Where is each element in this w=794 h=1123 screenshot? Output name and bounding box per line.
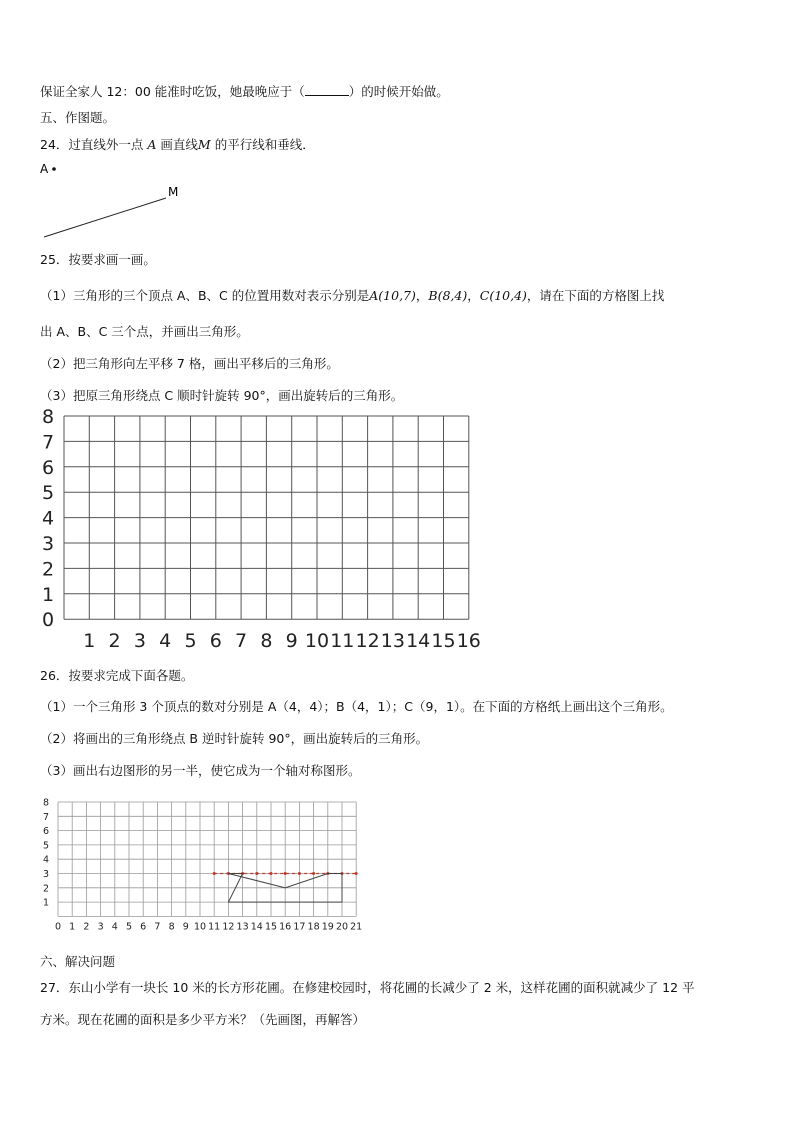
x-tick-label: 19 — [321, 921, 334, 933]
x-tick-label: 15 — [264, 921, 278, 933]
point-a-label: A — [40, 162, 49, 176]
x-tick-label: 8 — [260, 630, 273, 652]
x-tick-label: 13 — [236, 921, 249, 933]
axis-dot — [298, 872, 301, 875]
x-tick-label: 17 — [293, 921, 306, 933]
q24-mid: 画直线 — [156, 137, 198, 152]
q27-line1: 27．东山小学有一块长 10 米的长方形花圃。在修建校园时，将花圃的长减少了 2 米，这样花圃的面积就减少了 12 平 — [40, 980, 695, 995]
x-tick-label: 12 — [355, 630, 380, 652]
y-tick-label: 8 — [42, 406, 55, 428]
x-tick-label: 4 — [111, 921, 118, 933]
x-tick-label: 10 — [193, 921, 207, 933]
axis-dot — [213, 872, 216, 875]
x-tick-label: 11 — [330, 630, 355, 652]
q26-part2: （2）将画出的三角形绕点 B 逆时针旋转 90°，画出旋转后的三角形。 — [40, 731, 429, 746]
y-tick-label: 3 — [42, 869, 50, 880]
q25-coord-b: B(8,4) — [428, 288, 468, 303]
x-tick-label: 14 — [250, 921, 263, 933]
q25-title: 25．按要求画一画。 — [40, 252, 156, 267]
x-tick-label: 7 — [154, 921, 161, 933]
x-tick-label: 1 — [83, 630, 96, 652]
q25-part1-line2: 出 A、B、C 三个点，并画出三角形。 — [40, 324, 249, 339]
x-tick-label: 9 — [182, 921, 189, 933]
y-tick-label: 1 — [42, 583, 55, 606]
y-tick-label: 2 — [42, 883, 50, 895]
q25-coord-c: C(10,4) — [479, 288, 527, 303]
x-tick-label: 4 — [159, 630, 172, 652]
y-tick-label: 4 — [42, 854, 50, 866]
q25-p1-post: ，请在下面的方格图上找 — [526, 288, 665, 303]
x-tick-label: 3 — [133, 630, 146, 652]
q24-figure — [36, 158, 196, 242]
y-tick-label: 0 — [42, 609, 55, 632]
x-tick-label: 6 — [140, 921, 147, 933]
answer-blank[interactable] — [305, 85, 349, 96]
q27-line2: 方米。现在花圃的面积是多少平方米？（先画图，再解答） — [40, 1012, 366, 1027]
x-tick-label: 14 — [406, 630, 431, 652]
point-a-dot — [52, 167, 56, 171]
y-tick-label: 8 — [42, 797, 50, 809]
x-tick-label: 6 — [209, 630, 222, 652]
section-5-heading: 五、作图题。 — [40, 110, 116, 125]
y-tick-label: 2 — [42, 558, 55, 581]
x-tick-label: 1 — [69, 921, 76, 933]
y-tick-label: 6 — [42, 456, 55, 479]
x-tick-label: 18 — [307, 921, 320, 933]
x-tick-label: 0 — [54, 921, 62, 933]
q25-part1: （1）三角形的三个顶点 A、B、C 的位置用数对表示分别是A(10,7)，B(8,4)，C(10,4)，请在下面的方格图上找 — [40, 288, 665, 303]
q25-coord-a: A(10,7) — [369, 288, 416, 303]
q26-part1: （1）一个三角形 3 个顶点的数对分别是 A（4，4）；B（4，1）；C（9，1）。在下面的方格纸上画出这个三角形。 — [40, 699, 673, 714]
y-tick-label: 5 — [42, 482, 55, 505]
q25-p1-pre: （1）三角形的三个顶点 A、B、C 的位置用数对表示分别是 — [40, 288, 370, 303]
y-tick-label: 5 — [42, 840, 50, 852]
x-tick-label: 15 — [431, 630, 456, 652]
q26-title: 26．按要求完成下面各题。 — [40, 668, 194, 683]
axis-dot — [284, 872, 287, 875]
y-tick-label: 3 — [42, 533, 55, 555]
q24-pre: 24．过直线外一点 — [40, 137, 148, 152]
q23-tail-pre: 保证全家人 12：00 能准时吃饭，她最晚应于（ — [40, 84, 305, 99]
x-tick-label: 2 — [108, 630, 121, 652]
section-6-heading: 六、解决问题 — [40, 954, 116, 969]
x-tick-label: 9 — [285, 630, 298, 652]
q23-tail-post: ）的时候开始做。 — [348, 84, 449, 99]
q24-line-m: M — [197, 137, 211, 152]
line-m-label: M — [168, 185, 179, 199]
q24-text — [40, 135, 315, 153]
q23-tail — [40, 82, 449, 100]
q24-post: 的平行线和垂线． — [210, 137, 315, 152]
y-tick-label: 7 — [42, 431, 55, 454]
x-tick-label: 5 — [125, 921, 133, 933]
x-tick-label: 3 — [97, 921, 104, 933]
x-tick-label: 7 — [235, 630, 248, 652]
x-tick-label: 16 — [279, 921, 292, 933]
q26-coordinate-grid — [36, 796, 376, 936]
x-tick-label: 11 — [208, 921, 221, 933]
x-tick-label: 8 — [168, 921, 175, 933]
axis-dot — [255, 872, 258, 875]
q25-part2: （2）把三角形向左平移 7 格，画出平移后的三角形。 — [40, 356, 339, 371]
x-tick-label: 21 — [350, 921, 363, 933]
line-m — [44, 198, 166, 237]
q26-part3: （3）画出右边图形的另一半，使它成为一个轴对称图形。 — [40, 763, 361, 778]
y-tick-label: 1 — [42, 897, 50, 909]
axis-dot — [355, 872, 358, 875]
y-tick-label: 7 — [42, 811, 50, 823]
axis-dot — [312, 872, 315, 875]
axis-dot — [270, 872, 273, 875]
y-tick-label: 6 — [42, 826, 50, 838]
q24-point-a: A — [147, 137, 157, 152]
q25-coordinate-grid — [40, 406, 490, 652]
x-tick-label: 5 — [184, 630, 197, 652]
q25-part3: （3）把原三角形绕点 C 顺时针旋转 90°，画出旋转后的三角形。 — [40, 388, 404, 403]
y-tick-label: 4 — [42, 507, 55, 530]
x-tick-label: 12 — [222, 921, 235, 933]
x-tick-label: 13 — [380, 630, 405, 652]
x-tick-label: 2 — [83, 921, 90, 933]
x-tick-label: 16 — [456, 630, 481, 652]
x-tick-label: 20 — [335, 921, 349, 933]
x-tick-label: 10 — [304, 630, 330, 652]
